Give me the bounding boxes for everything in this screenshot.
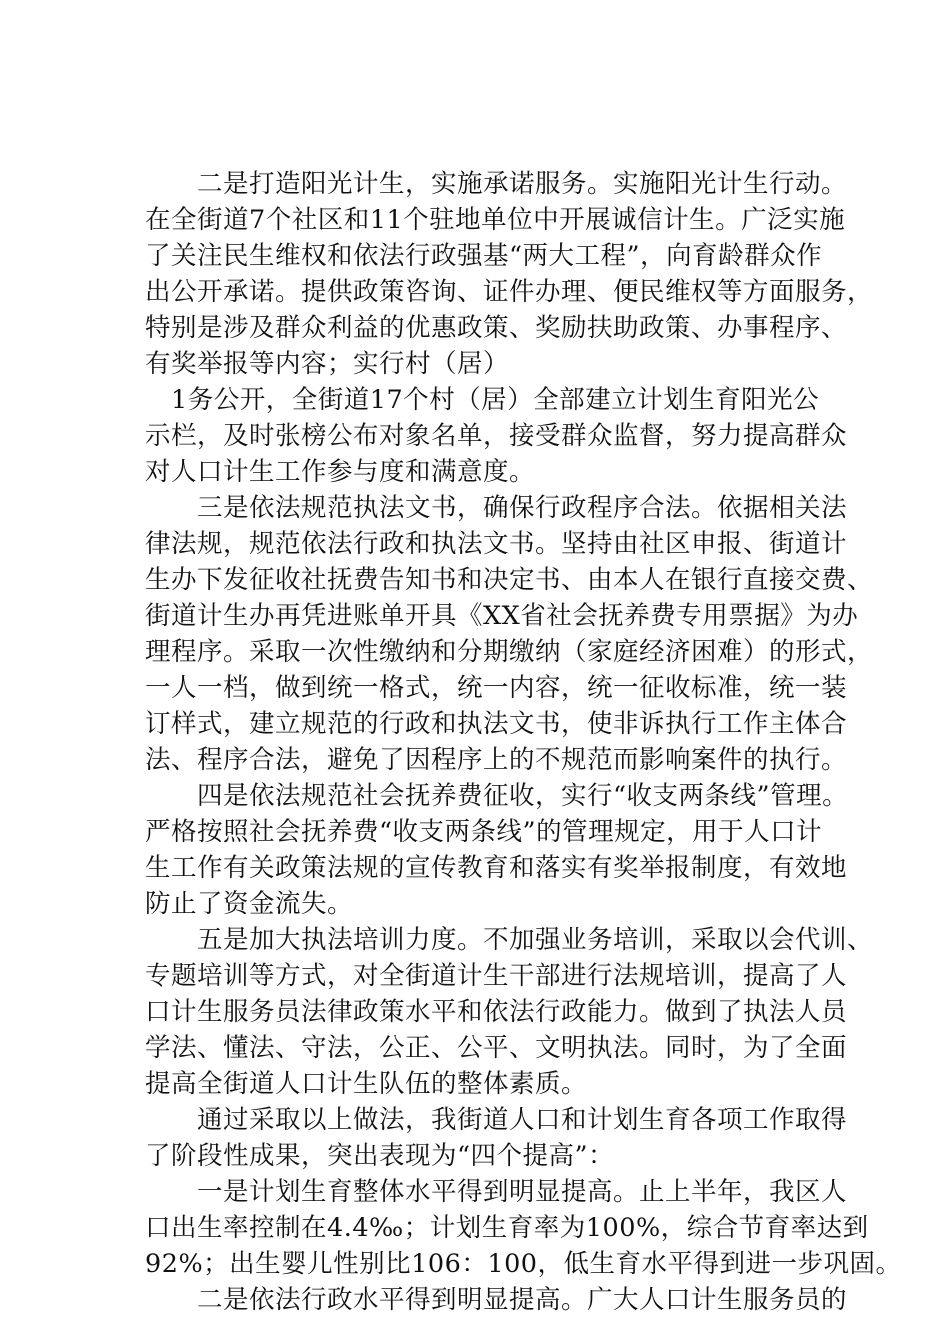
text-line: 生工作有关政策法规的宣传教育和落实有奖举报制度，有效地 — [145, 853, 848, 883]
text-line: 专题培训等方式，对全街道计生干部进行法规培训，提高了人 — [145, 961, 848, 991]
text-line: 口出生率控制在4.4‰；计划生育率为100%，综合节育率达到 — [145, 1213, 869, 1243]
text-line: 在全街道7个社区和11个驻地单位中开展诚信计生。广泛实施 — [145, 205, 846, 235]
text-line: 了阶段性成果，突出表现为“四个提高”： — [145, 1141, 615, 1171]
text-line: 四是依法规范社会抚养费征收，实行“收支两条线”管理。 — [145, 781, 849, 811]
text-line: 提高全街道人口计生队伍的整体素质。 — [145, 1069, 588, 1099]
text-line: 理程序。采取一次性缴纳和分期缴纳（家庭经济困难）的形式， — [145, 637, 874, 667]
text-line: 严格按照社会抚养费“收支两条线”的管理规定，用于人口计 — [145, 817, 823, 847]
text-line: 生办下发征收社抚费告知书和决定书、由本人在银行直接交费、 — [145, 565, 874, 595]
text-line: 一是计划生育整体水平得到明显提高。止上半年，我区人 — [145, 1177, 848, 1207]
text-line: 一人一档，做到统一格式，统一内容，统一征收标准，统一装 — [145, 673, 848, 703]
text-line: 口计生服务员法律政策水平和依法行政能力。做到了执法人员 — [145, 997, 848, 1027]
text-line: 1务公开，全街道17个村（居）全部建立计划生育阳光公 — [145, 385, 820, 415]
text-line: 二是依法行政水平得到明显提高。广大人口计生服务员的 — [145, 1285, 848, 1315]
text-line: 了关注民生维权和依法行政强基“两大工程”，向育龄群众作 — [145, 241, 823, 271]
text-line: 法、程序合法，避免了因程序上的不规范而影响案件的执行。 — [145, 745, 848, 775]
text-line: 街道计生办再凭进账单开具《XX省社会抚养费专用票据》为办 — [145, 601, 859, 631]
text-line: 学法、懂法、守法，公正、公平、文明执法。同时，为了全面 — [145, 1033, 848, 1063]
text-line: 防止了资金流失。 — [145, 889, 354, 919]
text-line: 有奖举报等内容；实行村（居） — [145, 349, 510, 379]
text-line: 特别是涉及群众利益的优惠政策、奖励扶助政策、办事程序、 — [145, 313, 848, 343]
text-line: 通过采取以上做法，我街道人口和计划生育各项工作取得 — [145, 1105, 848, 1135]
text-line: 对人口计生工作参与度和满意度。 — [145, 457, 536, 487]
text-line: 二是打造阳光计生，实施承诺服务。实施阳光计生行动。 — [145, 169, 848, 199]
text-line: 出公开承诺。提供政策咨询、证件办理、便民维权等方面服务， — [145, 277, 874, 307]
text-line: 三是依法规范执法文书，确保行政程序合法。依据相关法 — [145, 493, 848, 523]
text-line: 订样式，建立规范的行政和执法文书，使非诉执行工作主体合 — [145, 709, 848, 739]
text-line: 92%；出生婴儿性别比106：100，低生育水平得到进一步巩固。 — [145, 1249, 902, 1279]
text-line: 示栏，及时张榜公布对象名单，接受群众监督，努力提高群众 — [145, 421, 848, 451]
text-line: 律法规，规范依法行政和执法文书。坚持由社区申报、街道计 — [145, 529, 848, 559]
text-line: 五是加大执法培训力度。不加强业务培训，采取以会代训、 — [145, 925, 874, 955]
